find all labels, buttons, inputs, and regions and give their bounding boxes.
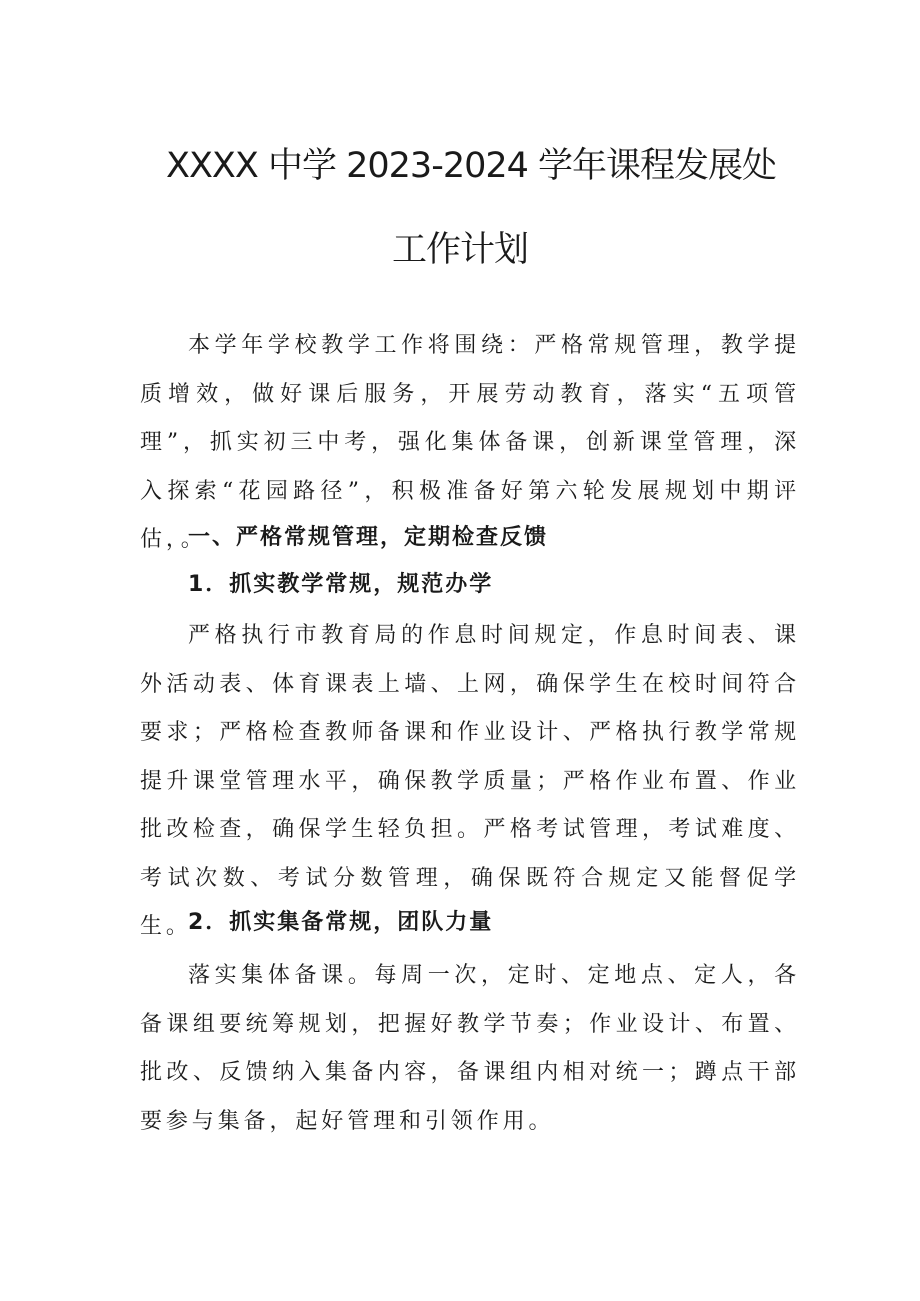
- document-title-line-2: 工作计划: [391, 230, 528, 270]
- document-title-line-1: XXXX 中学 2023-2024 学年课程发展处: [165, 146, 777, 186]
- subsection-1-body: 严格执行市教育局的作息时间规定，作息时间表、课外活动表、体育课表上墙、上网，确保学生在校时间符合要求；严格检查教师备课和作业设计、严格执行教学常规提升课堂管理水平，确保教学质量；严格作业布置、作业批改检查，确保学生轻负担。严格考试管理，考试难度、考试次数、考试分数管理，确保既符合规定又能督促学生。: [140, 623, 800, 939]
- section-1-heading: 一、严格常规管理，定期检查反馈: [188, 525, 549, 550]
- intro-paragraph: 本学年学校教学工作将围绕：严格常规管理，教学提质增效，做好课后服务，开展劳动教育，落实“五项管理”，抓实初三中考，强化集体备课，创新课堂管理，深入探索“花园路径”，积极准备好第六轮发展规划中期评估，。: [140, 333, 800, 552]
- subsection-2-body: 落实集体备课。每周一次，定时、定地点、定人，各备课组要统筹规划，把握好教学节奏；作业设计、布置、批改、反馈纳入集备内容，备课组内相对统一；蹲点干部要参与集备，起好管理和引领作用。: [140, 963, 800, 1134]
- subsection-1-heading: 1．抓实教学常规，规范办学: [188, 572, 494, 597]
- subsection-2-heading: 2．抓实集备常规，团队力量: [188, 910, 494, 935]
